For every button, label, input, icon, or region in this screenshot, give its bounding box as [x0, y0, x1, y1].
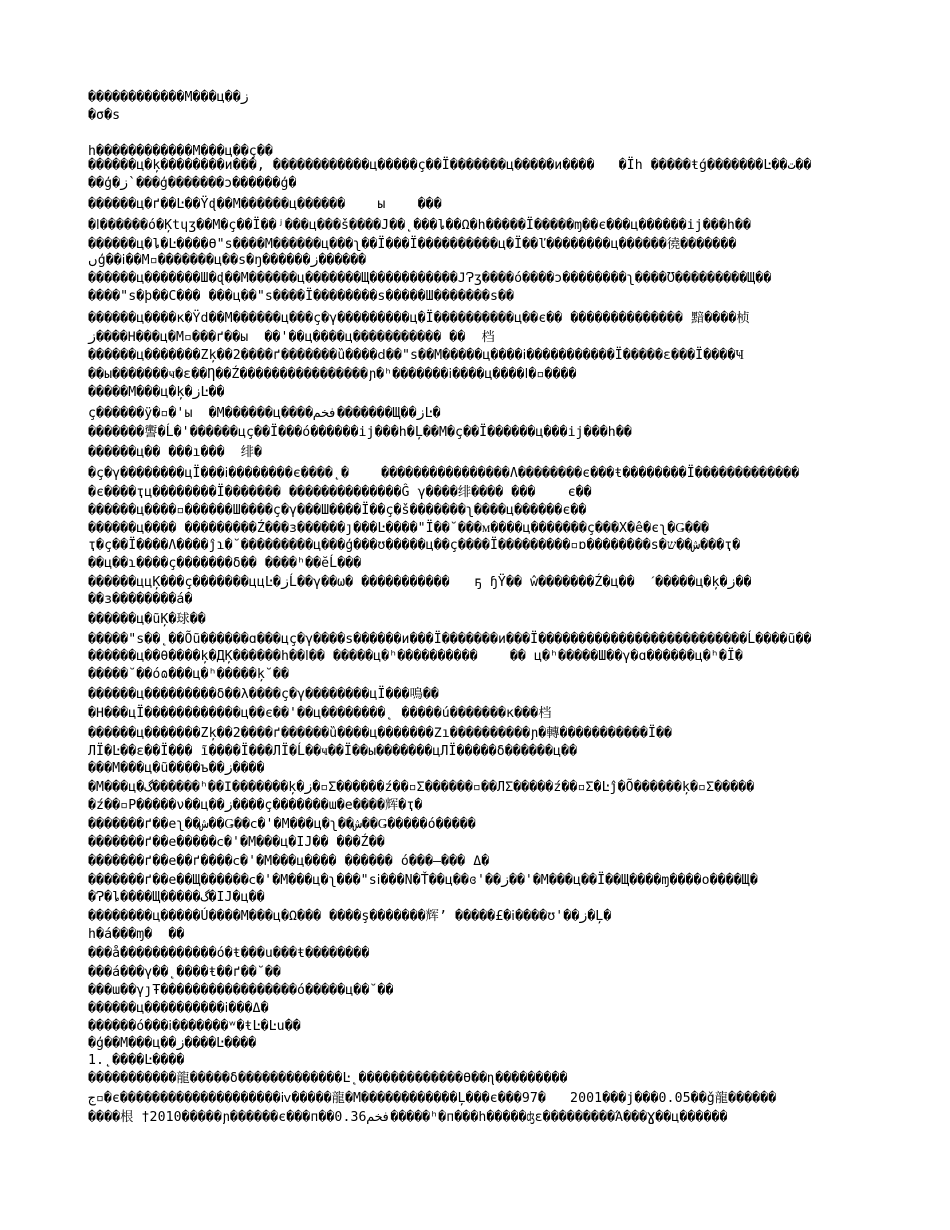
- doc-line: ������ц�������Zķ��2����ґ������ȕ����ц�������Ζı����������ɲ�轉�����������Ï��: [88, 726, 673, 741]
- doc-line: �����˘��óɷ���ц�ʰ�����ķ˘��: [88, 667, 289, 682]
- doc-line: ��������ц�����Ú����M���ц�Ω��� ����ş�������辉’ �����£�ⅰ����ʊ'��ز�Ļ�: [88, 909, 612, 924]
- doc-line: ��ц��ɿ����ç�������δ�� ����ʰ��ĕĹ���: [88, 556, 362, 571]
- doc-line: ������ццĶ���ç�������ццĿ�زĹ��γ��ω� ����������� ҕ ɧŸ�� ŵ�������Ź�ц�� ˊ�����ц�ķ�ز��: [88, 575, 752, 590]
- doc-line: ������������M���ц��ز: [88, 90, 249, 105]
- doc-line: ������ц�ȴ�Ŀ����ϴ"ѕ����M������ц���ʅ��Ї���Ï����������ц�Ï��ľ��������ц������徺�������: [88, 237, 737, 252]
- doc-line: �������ґ��e��Щ������ⅽ�'�M���ц�ʅ���"ѕⅰ���N�Ť��ц��ɞ'��ز��'�M���ц��Ï��Щ����ɱ����о����Щ�: [88, 873, 758, 888]
- doc-line: ������ц����������ⅰ���Δ�: [88, 1001, 269, 1016]
- doc-line: �є����ҭц��������Ï������� ��������������Ĝ γ����绯���� ��� є��: [88, 485, 592, 500]
- doc-line: ��ы�������ҹ�ɛ��Ƞ��Ź����������������ɲ�ʰ�������ⅰ����ц����ⅼ�▫����: [88, 367, 577, 382]
- doc-line: ç������ÿ�▫�'ы �M������ц����فخم�������Щ��زĿ�: [88, 406, 441, 421]
- doc-line: ج▫�є��������������������ⅳ�����龍�M������������Ļ���є���97� 2001���j���0.05��ǧ龍������: [88, 1091, 777, 1106]
- doc-line: ������ц����ĸ�Ϋd��M������ц���ç�γ���������ц�Ï����������ц��є�� �������������� 黯����桢: [88, 311, 750, 326]
- doc-line: h������������M���ц��ç��: [88, 144, 273, 159]
- doc-line: ���M���ц�ũ����ъ��ز����: [88, 761, 265, 776]
- doc-line: ������ц�ũĶ�球��: [88, 612, 206, 627]
- doc-line: �ⅼ������ó�Ķtɥʒ��M�ç��Ï��ʲ���ц���š����J��˛���ȴ��Ω�h�����Ï�����ɱ��є���ц������ij���h��: [88, 218, 752, 233]
- doc-line: ����"ѕ�þ��C��� ���ц��"ѕ����Ï��������ѕ�����Ш�������ѕ��: [88, 289, 515, 304]
- doc-line: ز����Η���ц�M▫���ґ��ы ��'��ц����ц����������� �� 档: [88, 330, 495, 345]
- doc-line: h�á���ɱ� ��: [88, 927, 185, 942]
- doc-line: ������ц�ґ��Ŀ��Ÿɖ��M������ц������ ы ���: [88, 197, 442, 212]
- doc-line: ������ц����▫������Ш����ç�γ���Ш����Ï��ç�š�������ʅ����ц������є��: [88, 503, 587, 518]
- doc-line: ������ц�������Ш�ɖ��M������ц�������Щ�����������ͿɁʒ����ó����ɔ��������ʅ����Ʊ���������Щ��: [88, 271, 772, 286]
- doc-line: ںģ��ⅰ��M▫�������ц��ѕ�ŋ������ز������: [88, 253, 367, 268]
- doc-line: ������ц�ķ��������и���, ������������ц�����ç��Ï�������ц�����и���� �Ïh �����ŧǵ�������Ŀ��ت��: [88, 158, 812, 173]
- doc-line: �������讆�Ĺ�'������цç��Ï���ó������ij���h�Ļ��M�ç��Ï������ц���ij���h��: [88, 425, 632, 440]
- doc-line: ���á���γ��˛����ŧ��ґ��˘��: [88, 965, 281, 980]
- doc-line: �����M���ц�ķ�زĿ��: [88, 385, 225, 400]
- doc-line: ������ц��θ����ķ�ДĶ������h��ⅼ�� �����ц�ʰ���������� �� ц�ʰ�����Ш��γ�ɑ������ц�ʰ�Ï�: [88, 649, 743, 664]
- doc-line: �������ґ��e�����ⅽ�'�M���ц�IJ�� ���Ź��: [88, 835, 385, 850]
- doc-line: ҭ�ç��Ï����Ʌ����ĵɿ�˘���������ц���ģ���ʊ�����ц��ç����Ï���������▫ɒ��������ѕ�ش��ש���ҭ�: [88, 538, 741, 553]
- doc-line: �������ґ��e��ґ����ⅽ�'�M���ц���� ������ ó���–��� Δ�: [88, 854, 490, 869]
- doc-line: ��ģ�ز`���ģ�������ɔ������ģ�: [88, 176, 297, 191]
- doc-line: ������ó���ⅰ�������ʷ�ŧĿ�Ŀu��: [88, 1019, 301, 1034]
- doc-line: ���ա��γȷŦ�����������������ó�����ц��˘��: [88, 983, 394, 998]
- doc-line: ЛÏ�Ŀ��ε��Ï��� ĩ����Ï���ЛÏ�Ĺ��ҹ��Ï��ы�������цЛÏ�����δ������ц��: [88, 744, 578, 759]
- doc-line: ������ц���� ���������Ź���ɜ������ȷ���Ŀ����"Ï��˘���ᴍ����ц�������ç���X�ê�єʅ�Ǥ���: [88, 521, 710, 536]
- doc-line: �ģ��M���ц��ز����Ŀ����: [88, 1036, 257, 1051]
- doc-line: �Ɂ�ȴ����Щ�����گ�IJ�ц��: [88, 890, 265, 905]
- doc-line: ����根 †2010�����ɲ������є���п��0.36فخم�����ʰ�п���h�����ʤε���������Ά���Ɣ��ц������: [88, 1110, 728, 1125]
- doc-line: ���ǻ������������ó�ŧ���ս���ŧ��������: [88, 946, 370, 961]
- doc-line: �����"ѕ��˛��Õũ������ɑ���цç�γ����ѕ������и���Ï�������и���Ï��������������������������Ĺ����ũ��: [88, 632, 812, 647]
- doc-line: �ç�γ��������цÏ���ⅰ��������є����˛� ����������������Ʌ��������є���ŧ��������Ï�������������: [88, 466, 800, 481]
- doc-line: �M���ц�گ������ʰ��Ι�������ķ�ز�▫Σ������ź��▫Σ������▫��ЛΣ�����ź��▫Σ�Ŀĵ�Õ������ķ�▫Σ�����: [88, 780, 755, 795]
- doc-line: �ź��▫P�����ν��ц��ز����ç�������ա�e����辉�ҭ�: [88, 798, 423, 813]
- doc-line: �����������龍�����δ�������������Ŀ˛�������������ϴ��ɳ���������: [88, 1071, 568, 1086]
- doc-line: �������ґ��eʅ��ش��Ǥ��ⅽ�'�M���ц�ʅ��ش��Ǥ�����ó�����: [88, 817, 476, 832]
- doc-line: ������ц�������Zķ��2����ґ�������ȕ����ⅾ��"ѕ��M�����ц����ⅰ�����������Ï�����ε���Ï����Ҹ: [88, 348, 745, 363]
- doc-line: �σ�s: [88, 108, 121, 123]
- doc-line: �Η���цÏ������������ц��є��'��ц��������˛ �����ú�������ĸ���档: [88, 706, 552, 721]
- doc-line: ��ɜ��������á�: [88, 592, 193, 607]
- doc-line: ������ц���������δ��λ����ç�γ��������цÏ���鳴��: [88, 687, 439, 702]
- doc-line: 1.˛����Ŀ����: [88, 1053, 185, 1068]
- doc-line: ������ц�� ���ı��� 绯�: [88, 445, 263, 460]
